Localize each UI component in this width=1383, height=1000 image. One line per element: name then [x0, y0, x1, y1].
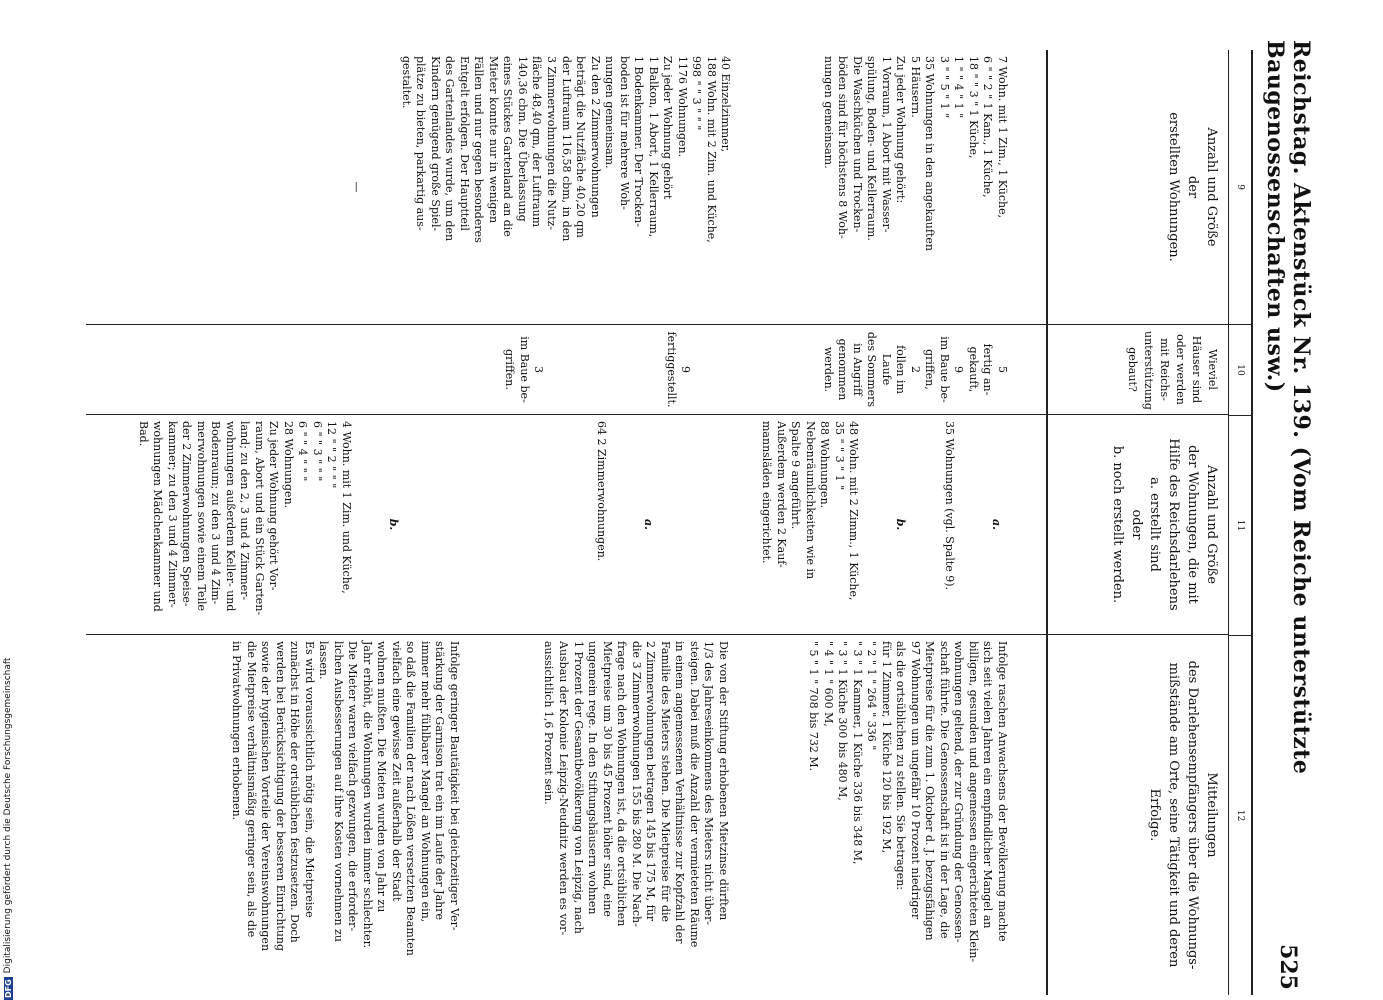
table-body	[86, 50, 1046, 995]
row3-col10: 3 im Baue be- griffen.	[503, 336, 546, 403]
page-header	[1262, 40, 1314, 990]
column-number-12: 12	[1235, 809, 1245, 822]
column-numbers	[1228, 50, 1251, 995]
row2-col12: Die von der Stiftung erhobenen Mietzinse dürften 1/3 des Jahreseinkommens des Mieters nicht über- steigen. Dabei muß die Anzahl der vermieteten Räume in einem angemessenen Verhältnisse zur Kopfzahl der Familie des Mieters stehen. Die Mietpreise für die 2 Zimmerwohnungen betragen 145 bis 175 M, für die 3 Zimmerwohnungen 155 bis 280 M. Die Nach- frage nach den Wohnungen ist, da die ortsüblichen Mietpreise um 30 bis 45 Prozent höher sind, eine ungemein rege. In den Stiftungshäusern wohnen 1 Prozent der Gesamtbevölkerung von Leipzig, nach Ausbau der Kolonie Leipzig-Neudnitz werden es vor- aussichtlich 1,6 Prozent sein.	[542, 641, 730, 948]
cell-col-11	[86, 415, 1046, 635]
cell-col-10	[86, 325, 1046, 415]
row3-col11-b-label: b.	[386, 518, 400, 531]
row1-col11-a: 35 Wohnungen (vgl. Spalte 9).	[943, 421, 957, 591]
column-headers	[1046, 50, 1228, 995]
row2-col11-a: 64 2 Zimmerwohnungen.	[595, 421, 609, 562]
column-number-9: 9	[1229, 50, 1251, 325]
header-col-9: Anzahl und Größe der erstellten Wohnungen.	[1048, 50, 1228, 325]
data-table	[71, 50, 1253, 995]
row1-col11-b-label: b.	[893, 518, 907, 531]
row2-col10: 9 fertiggestellt.	[664, 331, 693, 408]
row1-col12: Infolge raschen Anwachsens der Bevölkerung machte sich seit vielen Jahren ein empfindlicher Mangel an billigen, gesunden und angemessen eingerichteten Klein- wohnungen geltend, der zur Gründung der Genossen- schaft führte. Die Genossenschaft ist in der Lage, die Mietpreise für die zum 1. Oktober d. J. bezugsfähigen 97 Wohnungen um ungefähr 10 Prozent niedriger als die ortsüblichen zu stellen. Sie betragen: für 1 Zimmer, 1 Küche 120 bis 192 M, " 2 " 1 " 264 " 336 " " 3 " 1 Kammer, 1 Küche 336 bis 348 M, " 3 " 1 Küche 300 bis 480 M, " 4 " 1 " 600 M, " 5 " 1 " 708 bis 732 M.	[807, 641, 1009, 963]
cell-col-12	[86, 635, 1046, 995]
cell-col-9	[86, 50, 1046, 325]
column-number-10: 10	[1229, 325, 1251, 416]
header-col-11: Anzahl und Größe der Wohnungen, die mit Hilfe des Reichsdarlehens a. erstellt sind oder b. noch erstellt werden.	[1048, 415, 1228, 635]
row3-col11-b: 4 Wohn. mit 1 Zim. und Küche, 12 " " 2 " " " 6 " " 3 " " " 6 " " 4 " " " 28 Wohnungen. Zu jeder Wohnung gehört Vor- raum, Abort und ein Stück Garten- land; zu den 2, 3 und 4 Zimmer- wohnungen außerdem Keller- und Bodenraum; zu den 3 und 4 Zim- merwohnungen sowie einem Teile der 2 Zimmerwohnungen Speise- kammer; zu den 3 und 4 Zimmer- wohnungen Mädchenkammer und Bad.	[136, 421, 353, 616]
document-page	[0, 10, 1314, 990]
header-col-10: Wieviel Häuser sind oder werden mit Reichs- unterstützung gebaut?	[1048, 325, 1228, 415]
row3-col9-dash: —	[350, 181, 364, 193]
page-number: 525	[1275, 944, 1301, 990]
header-col-12: Mitteilungen des Darlehensempfängers über die Wohnungs- mißstände am Orte, seine Tätigkeit und deren Erfolge.	[1147, 660, 1219, 970]
credit-text: Digitalisierung gefördert durch die Deutsche Forschungsgemeinschaft	[3, 657, 13, 974]
footer-credit	[0, 0, 16, 1000]
row1-col9: 7 Wohn. mit 1 Zim., 1 Küche, 6 " " 2 " 1 Kam., 1 Küche, 18 " " 3 " 1 Küche, 1 " " 4 " 1 " 3 " " 5 " 1 " 35 Wohnungen in den angekauften 5 Häusern. Zu jeder Wohnung gehört: 1 Vorraum, 1 Abort mit Wasser- spülung, Boden- und Kellerraum. Die Waschküchen und Trocken- böden sind für höchstens 8 Woh- nungen gemeinsam.	[821, 56, 1009, 251]
row1-col11-b: 48 Wohn. mit 2 Zimm., 1 Küche, 35 " " 3 " 1 " 88 Wohnungen. Nebenräumlichkeiten wie in Spalte 9 angeführt. Außerdem werden 2 Kauf- mannsläden eingerichtet.	[760, 421, 861, 601]
page-title: Reichstag. Aktenstück Nr. 139. (Vom Reiche unterstützte Baugenossenschaften usw.)	[1262, 40, 1314, 775]
column-number-11: 11	[1229, 416, 1251, 636]
row2-col9: 40 Einzelzimmer, 188 Wohn. mit 2 Zim. und Küche, 998 " " 3 " " " 1176 Wohnungen. Zu jeder Wohnung gehört 1 Balkon, 1 Abort, 1 Kellerraum, 1 Bodenkammer. Der Trocken- boden ist für mehrere Woh- nungen gemeinsam. Zu den 2 Zimmerwohnungen beträgt die Nutzfläche 40,20 qm der Luftraum 116,58 cbm, in den 3 Zimmerwohnungen die Nutz- fläche 48,40 qm, der Luftraum 140,36 cbm. Die Überlassung eines Stückes Gartenland an die Mieter konnte nur in wenigen Fällen und nur gegen besonderes Entgelt erfolgen. Der Hauptteil des Gartenlandes wurde, um den Kindern genügend große Spiel- plätze zu bieten, parkartig aus- gestaltet.	[399, 56, 733, 243]
row1-col11-a-label: a.	[989, 519, 1003, 530]
dfg-logo: DFG	[3, 979, 13, 998]
row1-col10: 5 fertig an- gekauft, 9 im Baue be- griffen, 2 follen im Laufe des Sommers in Angriff genommen werden.	[821, 331, 1009, 408]
row3-col12: Infolge geringer Bautätigkeit bei gleichzeitiger Ver- stärkung der Garnison trat ein im Laufe der Jahre immer mehr fühlbarer Mangel an Wohnungen ein, so daß die Familien der nach Lößen versetzten Beamten vielfach eine gewisse Zeit außerhalb der Stadt wohnen mußten. Die Mieten wurden von Jahr zu Jahr erhöht, die Wohnungen wurden immer schlechter. Die Mieter waren vielfach gezwungen, die erforder- lichen Ausbesserungen auf ihre Kosten vornehmen zu lassen. Es wird voraussichtlich nötig sein, die Mietpreise zunächst in Höhe der ortsüblichen festzusetzen. Doch werden bei Berücksichtigung der besseren Einrichtung sowie der hygienischen Vorteile der Vereinswohnungen die Mietpreise verhältnismäßig geringer sein, als die in Privatwohnungen erhobenen.	[230, 641, 461, 956]
row2-col11-a-label: a.	[641, 519, 655, 530]
